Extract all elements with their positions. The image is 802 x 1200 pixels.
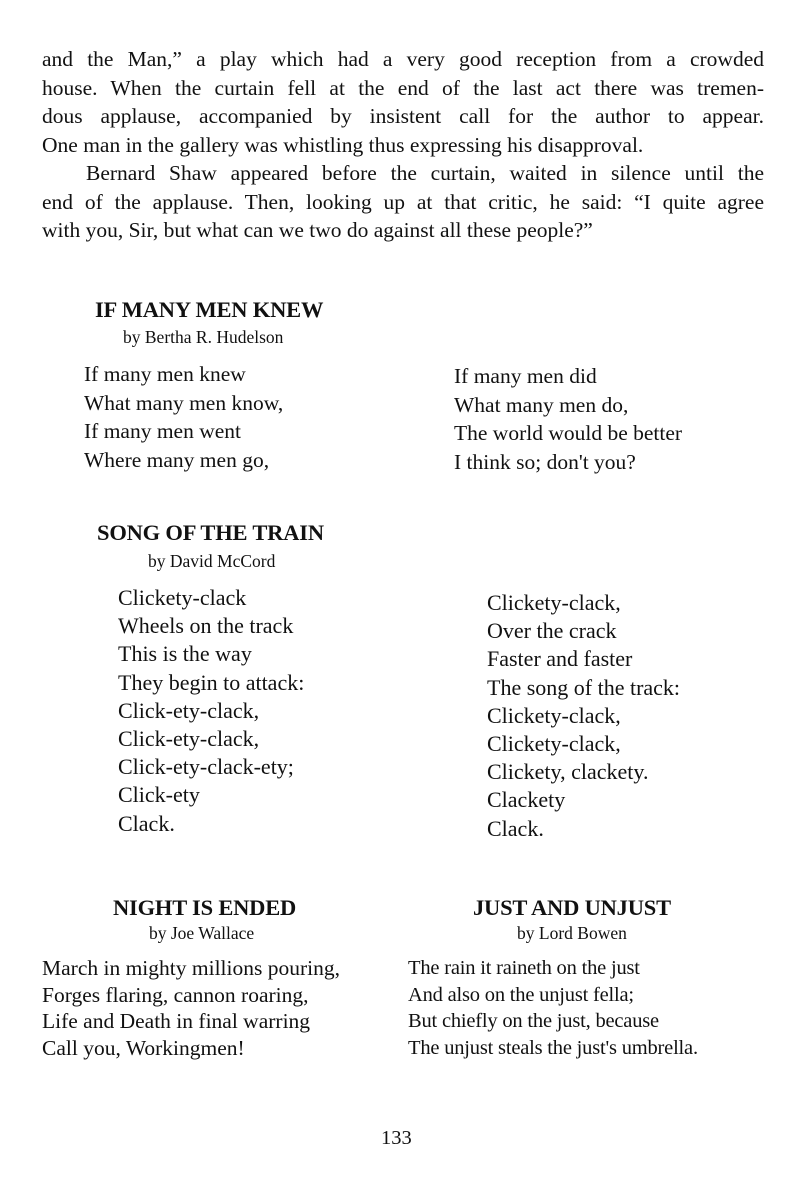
verse-line: Clickety, clackety. xyxy=(487,759,649,785)
poem-stanza xyxy=(408,955,698,1061)
page-number: 133 xyxy=(381,1127,412,1149)
verse-line: If many men knew xyxy=(84,362,246,386)
verse-line: Clack. xyxy=(118,810,175,836)
verse-line: Where many men go, xyxy=(84,447,270,472)
verse-line: Click-ety-clack, xyxy=(118,697,260,723)
poem-title: JUST AND UNJUST xyxy=(473,895,671,920)
verse-line: If many men went xyxy=(84,419,242,443)
prose-paragraph-1 xyxy=(42,45,764,159)
verse-line: Click-ety-clack-ety; xyxy=(118,754,294,780)
verse-line: What many men know, xyxy=(84,390,284,415)
verse-line: Clickety-clack, xyxy=(487,590,621,615)
verse-line: Clackety xyxy=(487,787,566,813)
poem-byline: by David McCord xyxy=(148,551,276,571)
verse-line: And also on the unjust fella; xyxy=(408,983,634,1006)
verse-line: Life and Death in final warring xyxy=(42,1009,311,1033)
verse-line: The rain it raineth on the just xyxy=(408,957,640,979)
poem-stanza-left xyxy=(84,360,283,474)
text-line: end of the applause. Then, looking up at that critic, he said: “I quite agree xyxy=(42,189,764,214)
poem-stanza-right xyxy=(454,362,682,476)
verse-line: Clack. xyxy=(487,815,544,841)
verse-line: If many men did xyxy=(454,364,597,388)
verse-line: Faster and faster xyxy=(487,646,633,672)
verse-line: Over the crack xyxy=(487,618,617,644)
text-line: with you, Sir, but what can we two do against all these people?” xyxy=(42,218,593,242)
verse-line: Click-ety xyxy=(118,782,200,808)
text-line: and the Man,” a play which had a very good reception from a crowded xyxy=(42,47,764,71)
text-line: house. When the curtain fell at the end of the last act there was tremen- xyxy=(42,75,764,100)
verse-line: They begin to attack: xyxy=(118,669,305,695)
verse-line: Call you, Workingmen! xyxy=(42,1035,245,1060)
verse-line: Forges flaring, cannon roaring, xyxy=(42,982,309,1007)
poem-title: SONG OF THE TRAIN xyxy=(97,520,324,545)
verse-line: The song of the track: xyxy=(487,674,681,700)
verse-line: Click-ety-clack, xyxy=(118,726,260,752)
poem-title: IF MANY MEN KNEW xyxy=(95,297,324,322)
text-line: One man in the gallery was whistling thus expressing his disapproval. xyxy=(42,132,644,157)
poem-byline: by Joe Wallace xyxy=(149,923,255,943)
verse-line: The unjust steals the just's umbrella. xyxy=(408,1036,698,1059)
poem-stanza xyxy=(42,955,340,1061)
verse-line: But chiefly on the just, because xyxy=(408,1010,659,1032)
verse-line: I think so; don't you? xyxy=(454,449,636,474)
prose-paragraph-2 xyxy=(42,159,764,245)
text-line: Bernard Shaw appeared before the curtain, waited in silence until the xyxy=(86,161,764,185)
poem-stanza-right xyxy=(487,589,680,843)
poem-byline: by Lord Bowen xyxy=(517,923,627,943)
text-line: dous applause, accompanied by insistent call for the author to appear. xyxy=(42,104,764,128)
verse-line: What many men do, xyxy=(454,392,629,417)
verse-line: March in mighty millions pouring, xyxy=(42,956,340,980)
verse-line: Wheels on the track xyxy=(118,613,294,639)
poem-stanza-left xyxy=(118,584,304,838)
verse-line: Clickety-clack, xyxy=(487,731,621,757)
poem-byline: by Bertha R. Hudelson xyxy=(123,327,284,347)
verse-line: Clickety-clack, xyxy=(487,702,621,728)
poem-title: NIGHT IS ENDED xyxy=(113,895,297,920)
verse-line: Clickety-clack xyxy=(118,585,247,610)
verse-line: The world would be better xyxy=(454,421,683,445)
verse-line: This is the way xyxy=(118,641,252,667)
